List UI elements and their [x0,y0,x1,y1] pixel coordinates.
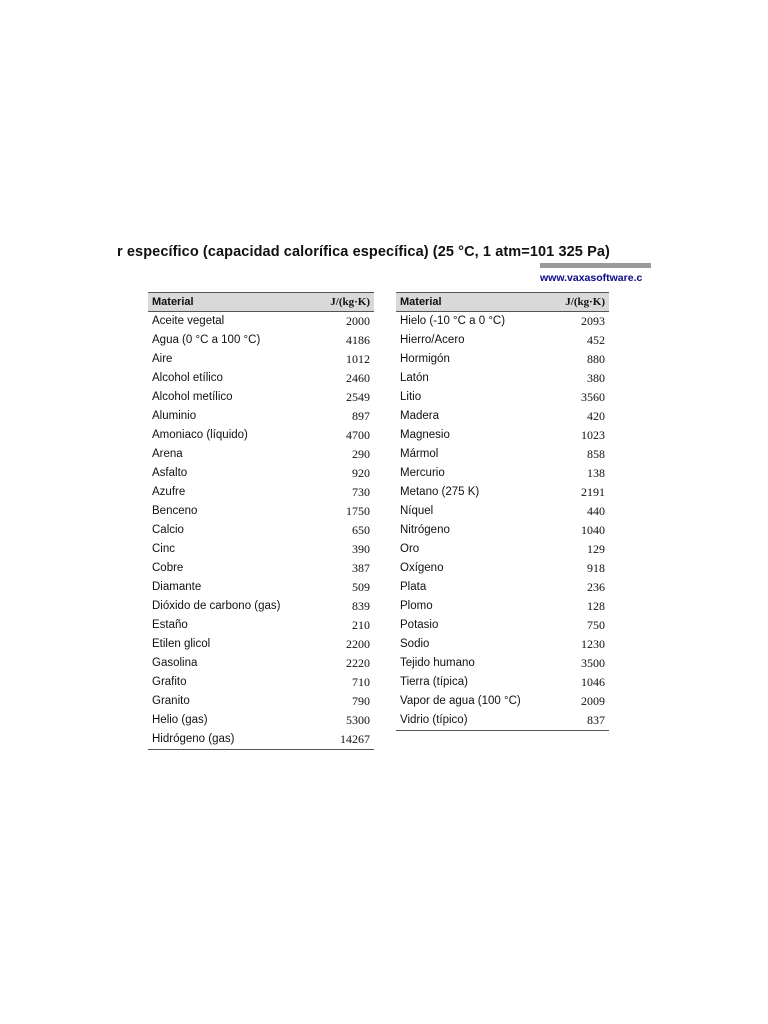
specific-heat-value-cell: 880 [587,352,605,366]
material-cell: Cobre [152,562,184,574]
specific-heat-value-cell: 236 [587,580,605,594]
table-row [148,673,374,692]
material-cell: Litio [400,391,422,403]
material-cell: Potasio [400,619,439,631]
specific-heat-value-cell: 509 [352,580,370,594]
material-cell: Magnesio [400,429,450,441]
material-cell: Aluminio [152,410,197,422]
table-row [148,407,374,426]
material-cell: Plomo [400,600,433,612]
specific-heat-value-cell: 1012 [346,352,370,366]
specific-heat-value-cell: 4186 [346,333,370,347]
table-row [148,654,374,673]
table-row [148,521,374,540]
specific-heat-value-cell: 2009 [581,694,605,708]
material-cell: Benceno [152,505,198,517]
material-cell: Madera [400,410,439,422]
table-row [396,711,609,731]
material-cell: Calcio [152,524,184,536]
material-cell: Vapor de agua (100 °C) [400,695,521,707]
table-row [396,673,609,692]
table-row [148,331,374,350]
specific-heat-value-cell: 1750 [346,504,370,518]
material-cell: Nitrógeno [400,524,450,536]
specific-heat-value-cell: 650 [352,523,370,537]
table-row [396,654,609,673]
table-row [396,312,609,332]
specific-heat-value-cell: 1023 [581,428,605,442]
specific-heat-value-cell: 210 [352,618,370,632]
specific-heat-value-cell: 897 [352,409,370,423]
table-row [148,597,374,616]
specific-heat-value-cell: 390 [352,542,370,556]
material-cell: Cinc [152,543,176,555]
table-row [396,407,609,426]
table-row [148,445,374,464]
table-row [396,388,609,407]
material-cell: Aire [152,353,173,365]
material-cell: Níquel [400,505,434,517]
table-row [148,369,374,388]
material-cell: Sodio [400,638,430,650]
specific-heat-value-cell: 2460 [346,371,370,385]
material-cell: Granito [152,695,190,707]
material-cell: Estaño [152,619,188,631]
table-row [148,730,374,750]
table-row [396,540,609,559]
material-cell: Arena [152,448,183,460]
specific-heat-value-cell: 387 [352,561,370,575]
table-row [396,426,609,445]
header-material: Material [148,293,306,312]
specific-heat-table-right [396,292,609,731]
table-body-right [396,312,609,731]
material-cell: Metano (275 K) [400,486,480,498]
table-row [148,540,374,559]
material-cell: Grafito [152,676,187,688]
table-row [148,616,374,635]
table-row [148,388,374,407]
specific-heat-value-cell: 2220 [346,656,370,670]
specific-heat-value-cell: 138 [587,466,605,480]
specific-heat-value-cell: 420 [587,409,605,423]
material-cell: Latón [400,372,429,384]
specific-heat-value-cell: 918 [587,561,605,575]
table-header-row [396,293,609,312]
material-cell: Tierra (típica) [400,676,468,688]
specific-heat-value-cell: 3500 [581,656,605,670]
specific-heat-value-cell: 2000 [346,314,370,328]
specific-heat-value-cell: 839 [352,599,370,613]
material-cell: Diamante [152,581,202,593]
material-cell: Hidrógeno (gas) [148,730,306,750]
specific-heat-value-cell: 14267 [306,730,374,750]
specific-heat-value-cell: 2549 [346,390,370,404]
material-cell: Gasolina [152,657,198,669]
header-unit: J/(kg·K) [306,293,374,312]
specific-heat-value-cell: 452 [587,333,605,347]
table-title: r específico (capacidad calorífica específica) (25 °C, 1 atm=101 325 Pa) [117,244,610,260]
material-cell: Alcohol etílico [152,372,223,384]
title-underline [540,263,651,268]
table-row [396,445,609,464]
material-cell: Etilen glicol [152,638,211,650]
specific-heat-value-cell: 858 [587,447,605,461]
material-cell: Hormigón [400,353,450,365]
material-cell: Hierro/Acero [400,334,465,346]
specific-heat-value-cell: 730 [352,485,370,499]
material-cell: Hielo (-10 °C a 0 °C) [400,315,506,327]
specific-heat-value-cell: 790 [352,694,370,708]
specific-heat-value-cell: 440 [587,504,605,518]
specific-heat-value-cell: 129 [587,542,605,556]
material-cell: Helio (gas) [152,714,208,726]
table-row [396,578,609,597]
specific-heat-value-cell: 1230 [581,637,605,651]
specific-heat-value-cell: 750 [587,618,605,632]
material-cell: Plata [400,581,427,593]
table-row [148,464,374,483]
table-row [396,369,609,388]
material-cell: Amoniaco (líquido) [152,429,248,441]
specific-heat-value-cell: 1040 [581,523,605,537]
table-row [148,635,374,654]
table-row [148,483,374,502]
table-body-left [148,312,374,750]
table-row [396,331,609,350]
specific-heat-value-cell: 290 [352,447,370,461]
table-row [148,692,374,711]
table-row [148,312,374,332]
table-row [396,597,609,616]
table-row [148,711,374,730]
material-cell: Alcohol metílico [152,391,233,403]
specific-heat-value-cell: 1046 [581,675,605,689]
table-row [148,426,374,445]
specific-heat-value-cell: 2093 [581,314,605,328]
specific-heat-value-cell: 4700 [346,428,370,442]
table-row [396,559,609,578]
material-cell: Oxígeno [400,562,444,574]
specific-heat-value-cell: 837 [545,711,609,731]
material-cell: Mármol [400,448,439,460]
header-material: Material [396,293,545,312]
specific-heat-value-cell: 380 [587,371,605,385]
table-row [396,692,609,711]
material-cell: Azufre [152,486,186,498]
specific-heat-value-cell: 5300 [346,713,370,727]
material-cell: Mercurio [400,467,445,479]
material-cell: Aceite vegetal [152,315,225,327]
table-row [396,616,609,635]
specific-heat-value-cell: 710 [352,675,370,689]
table-row [148,502,374,521]
material-cell: Asfalto [152,467,188,479]
specific-heat-value-cell: 128 [587,599,605,613]
specific-heat-value-cell: 2191 [581,485,605,499]
table-row [148,578,374,597]
table-row [396,464,609,483]
specific-heat-value-cell: 3560 [581,390,605,404]
material-cell: Dióxido de carbono (gas) [152,600,281,612]
source-url: www.vaxasoftware.c [540,272,643,284]
table-row [396,350,609,369]
table-row [396,502,609,521]
table-row [396,521,609,540]
material-cell: Agua (0 °C a 100 °C) [152,334,261,346]
table-header-row [148,293,374,312]
specific-heat-table-left [148,292,374,750]
table-row [396,483,609,502]
material-cell: Tejido humano [400,657,475,669]
material-cell: Oro [400,543,420,555]
table-row [148,350,374,369]
specific-heat-value-cell: 920 [352,466,370,480]
header-unit: J/(kg·K) [545,293,609,312]
table-row [396,635,609,654]
specific-heat-value-cell: 2200 [346,637,370,651]
table-row [148,559,374,578]
material-cell: Vidrio (típico) [396,711,545,731]
